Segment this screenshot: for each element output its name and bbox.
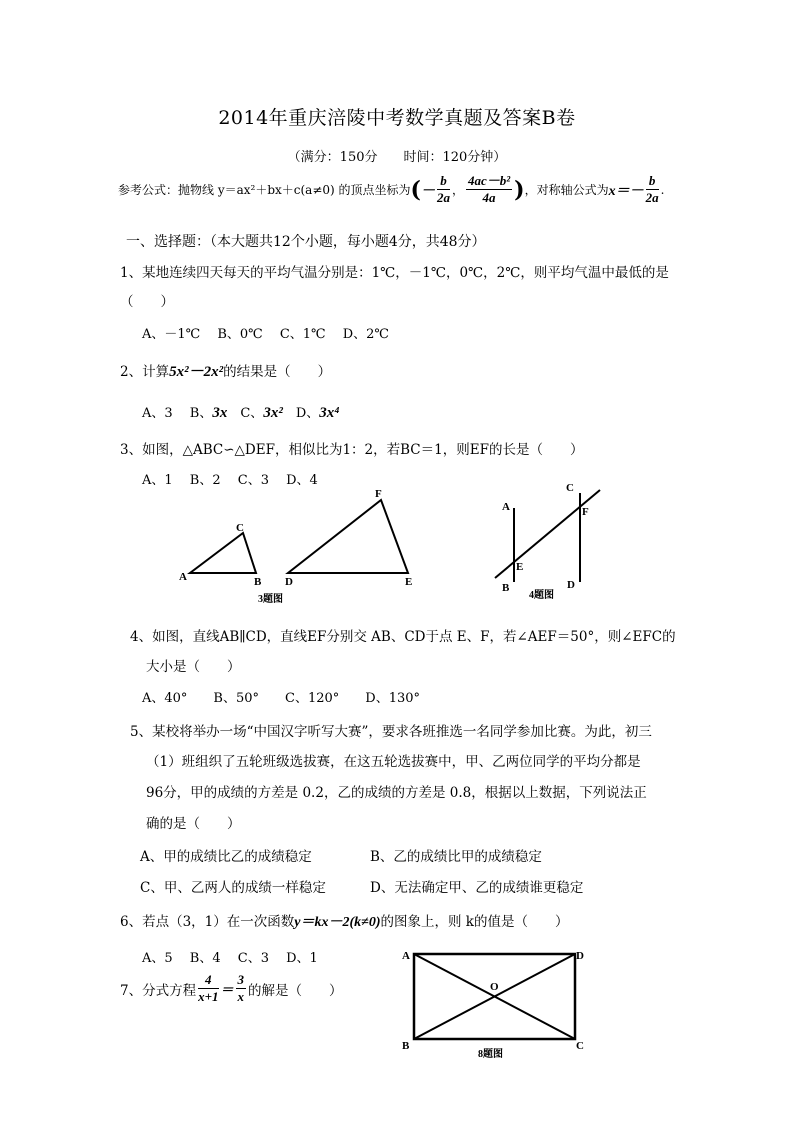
q5-option-d: D、无法确定甲、乙的成绩谁更稳定 (370, 880, 584, 896)
q1-stem: 1、某地连续四天每天的平均气温分别是：1℃，－1℃，0℃，2℃，则平均气温中最低的是 (120, 265, 669, 281)
reference-formula (118, 173, 664, 206)
q4-options: A、40° B、50° C、120° D、130° (142, 691, 421, 706)
q4-stem-2: 大小是（ ） (146, 659, 241, 675)
axis-text: ，对称轴公式为 (524, 183, 609, 197)
label-f: F (582, 506, 589, 518)
q2-stem (120, 360, 331, 381)
q4-stem: 4、如图，直线AB∥CD，直线EF分别交 AB、CD于点 E、F，若∠AEF＝50°，则∠EFC的 (130, 629, 676, 645)
q6-stem-a: 6、若点（3，1）在一次函数 (120, 914, 295, 930)
page-title: 2014年重庆涪陵中考数学真题及答案B卷 (218, 107, 576, 129)
q2-options (142, 402, 339, 422)
label-c: C (236, 522, 244, 534)
fig3-caption: 3题图 (258, 594, 283, 605)
paren-close: ) (514, 176, 525, 203)
q2-opt-d: 3x² (263, 405, 283, 421)
label-a: A (402, 950, 410, 962)
period: . (660, 182, 665, 197)
q6-expr: y＝kx－2(k≠0) (294, 915, 381, 930)
q2-opt-e: D、 (282, 406, 320, 421)
q7-rhs-fraction (236, 972, 247, 1005)
q7-lhs-den: x+1 (198, 989, 219, 1004)
q7-stem-a: 7、分式方程 (120, 982, 197, 999)
axis-lhs: x＝－ (608, 183, 644, 199)
q2-opt-c: C、 (227, 406, 264, 421)
axis-num: b (646, 173, 659, 190)
vertex-x-fraction (437, 173, 450, 206)
figure-3-4 (0, 475, 794, 610)
q7-eq: ＝ (220, 982, 234, 997)
figure-3-triangle-abc (179, 522, 262, 588)
q5-line-1: 5、某校将举办一场“中国汉字听写大赛”，要求各班推选一名同学参加比赛。为此，初三 (130, 724, 652, 740)
label-b: B (402, 1040, 410, 1052)
paren-open: ( (410, 176, 421, 203)
axis-den: 2a (645, 190, 659, 205)
q2-opt-b: 3x (212, 405, 228, 421)
label-d: D (567, 579, 575, 591)
label-a: A (502, 501, 510, 513)
q5-line-4: 确的是（ ） (146, 816, 241, 832)
vertex-y-num: 4ac－b² (467, 173, 511, 188)
q5-line-3: 96分，甲的成绩的方差是 0.2，乙的成绩的方差是 0.8，根据以上数据，下列说法正 (146, 785, 647, 801)
q7-rhs-num: 3 (237, 972, 245, 987)
fig4-caption: 4题图 (529, 590, 554, 601)
label-b: B (254, 576, 262, 588)
q3-options: A、1 B、2 C、3 D、4 (142, 473, 318, 488)
section-heading: 一、选择题：（本大题共12个小题，每小题4分，共48分） (126, 234, 486, 250)
vertex-x-num: b (437, 173, 450, 190)
q2-stem-a: 2、计算 (120, 364, 170, 380)
q2-stem-b: 的结果是（ ） (223, 364, 332, 380)
figure-3-triangle-def (285, 488, 412, 588)
vertex-y-fraction (466, 173, 512, 206)
label-f: F (375, 488, 382, 500)
label-d: D (576, 950, 584, 962)
q6-stem (120, 910, 569, 931)
exam-info: （满分：150分 时间：120分钟） (287, 150, 507, 165)
q6-options: A、5 B、4 C、3 D、1 (142, 951, 318, 966)
q7-lhs-fraction (198, 972, 218, 1005)
q5-line-2: （1）班组织了五轮班级选拔赛，在这五轮选拔赛中，甲、乙两位同学的平均分都是 (146, 754, 641, 770)
axis-fraction (646, 173, 659, 206)
comma: ， (451, 183, 464, 197)
q6-stem-b: 的图象上，则 k的值是（ ） (380, 914, 569, 930)
label-e: E (405, 576, 413, 588)
figure-4-lines (495, 482, 600, 594)
vertex-y-den: 4a (482, 190, 496, 205)
q7-lhs-num: 4 (198, 972, 218, 989)
q5-option-c: C、甲、乙两人的成绩一样稳定 (140, 880, 326, 896)
label-o: O (490, 981, 499, 993)
q7-stem (120, 972, 343, 1005)
minus-sign: － (420, 183, 435, 199)
figure-8-rectangle (395, 940, 595, 1065)
q3-stem: 3、如图，△ABC∽△DEF，相似比为1：2，若BC＝1，则EF的长是（ ） (120, 442, 584, 458)
label-d: D (285, 576, 293, 588)
label-a: A (179, 571, 187, 583)
label-b: B (502, 582, 510, 594)
label-e: E (516, 561, 524, 573)
formula-prefix: 参考公式：抛物线 y＝ax²＋bx＋c(a≠0) 的顶点坐标为 (118, 183, 411, 197)
q1-options: A、－1℃ B、0℃ C、1℃ D、2℃ (142, 327, 389, 342)
q2-expr: 5x²－2x² (169, 364, 224, 380)
q5-option-a: A、甲的成绩比乙的成绩稳定 (140, 849, 312, 865)
label-c: C (576, 1040, 584, 1052)
q1-paren: （ ） (120, 294, 174, 310)
q2-opt-a: A、3 B、 (142, 406, 213, 421)
q2-opt-f: 3x⁴ (319, 405, 340, 421)
q5-option-b: B、乙的成绩比甲的成绩稳定 (370, 849, 542, 865)
fig8-caption: 8题图 (478, 1049, 503, 1060)
q7-rhs-den: x (237, 989, 245, 1004)
vertex-x-den: 2a (436, 190, 450, 205)
q7-stem-b: 的解是（ ） (248, 982, 343, 999)
label-c: C (566, 482, 574, 494)
